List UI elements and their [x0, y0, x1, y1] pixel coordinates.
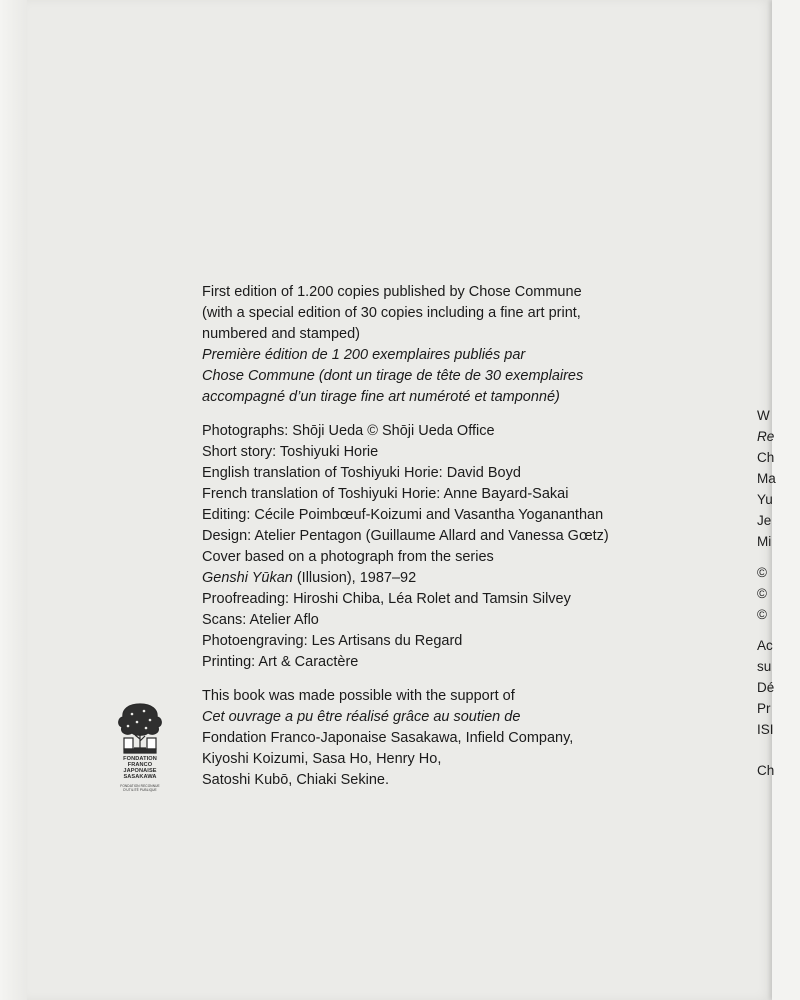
- edition-line: (with a special edition of 30 copies including a fine art print,: [202, 305, 581, 321]
- right-line: Mi: [757, 534, 772, 549]
- logo-subtitle: FONDATION RECONNUE D'UTILITÉ PUBLIQUE: [120, 784, 160, 792]
- support-line-en: This book was made possible with the support of: [202, 688, 515, 704]
- right-line: Ch: [757, 450, 775, 465]
- right-page-cropped-text: [757, 405, 776, 781]
- credit-short-story: Short story: Toshiyuki Horie: [202, 444, 379, 460]
- credit-editing: Editing: Cécile Poimbœuf-Koizumi and Vasantha Yogananthan: [202, 507, 604, 523]
- book-page-right: [757, 0, 800, 1000]
- credit-design: Design: Atelier Pentagon (Guillaume Allard and Vanessa Gœtz): [202, 528, 609, 544]
- edition-line: numbered and stamped): [202, 326, 360, 342]
- right-line: ©: [757, 607, 767, 622]
- edition-line-fr: Première édition de 1 200 exemplaires publiés par: [202, 347, 526, 363]
- right-line: Re: [757, 429, 775, 444]
- sponsor-line: Fondation Franco-Japonaise Sasakawa, Infield Company,: [202, 730, 574, 746]
- colophon: [202, 282, 742, 791]
- credit-english-translation: English translation of Toshiyuki Horie: David Boyd: [202, 465, 521, 481]
- right-line: ©: [757, 586, 767, 601]
- support-line-fr: Cet ouvrage a pu être réalisé grâce au soutien de: [202, 709, 521, 725]
- logo-wordmark: FONDATION FRANCO JAPONAISE SASAKAWA: [123, 756, 157, 780]
- credit-photoengraving: Photoengraving: Les Artisans du Regard: [202, 633, 463, 649]
- support-block: [202, 686, 742, 791]
- right-line: Je: [757, 513, 772, 528]
- sponsor-line: Kiyoshi Koizumi, Sasa Ho, Henry Ho,: [202, 751, 442, 767]
- cover-series-details: (Illusion), 1987–92: [292, 570, 417, 586]
- right-line: W: [757, 408, 770, 423]
- edition-line-fr: Chose Commune (dont un tirage de tête de 30 exemplaires: [202, 368, 584, 384]
- fondation-sasakawa-logo: [110, 698, 170, 798]
- credit-cover-series: [202, 568, 742, 589]
- right-line: Ma: [757, 471, 776, 486]
- credit-proofreading: Proofreading: Hiroshi Chiba, Léa Rolet and Tamsin Silvey: [202, 591, 571, 607]
- credit-printing: Printing: Art & Caractère: [202, 654, 359, 670]
- right-line: Yu: [757, 492, 773, 507]
- right-line: ©: [757, 565, 767, 580]
- sponsor-line: Satoshi Kubō, Chiaki Sekine.: [202, 772, 389, 788]
- right-line: su: [757, 659, 772, 674]
- left-page-edge: [0, 0, 27, 1000]
- right-line: ISI: [757, 722, 774, 737]
- tree-emblem-icon: [110, 698, 170, 756]
- right-line: Ac: [757, 638, 773, 653]
- credit-cover: Cover based on a photograph from the series: [202, 549, 494, 565]
- credits-block: [202, 421, 742, 673]
- edition-block: [202, 282, 742, 408]
- right-line: Dé: [757, 680, 775, 695]
- credit-photographs: Photographs: Shōji Ueda © Shōji Ueda Office: [202, 423, 495, 439]
- edition-line-fr: accompagné d’un tirage fine art numéroté et tamponné): [202, 389, 560, 405]
- credit-french-translation: French translation of Toshiyuki Horie: Anne Bayard-Sakai: [202, 486, 569, 502]
- right-line: Pr: [757, 701, 771, 716]
- credit-scans: Scans: Atelier Aflo: [202, 612, 319, 628]
- edition-line: First edition of 1.200 copies published by Chose Commune: [202, 284, 582, 300]
- right-line: Ch: [757, 763, 775, 778]
- cover-series-title: Genshi Yūkan: [202, 570, 293, 586]
